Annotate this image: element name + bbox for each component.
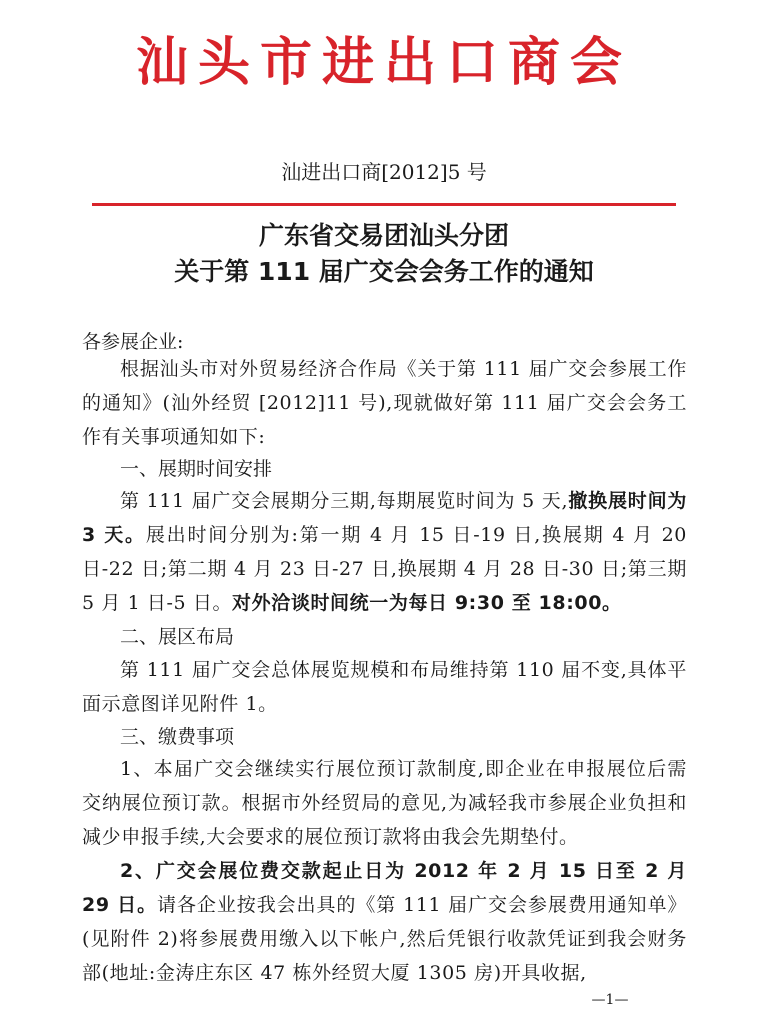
section-3-paragraph-1: 1、本届广交会继续实行展位预订款制度,即企业在申报展位后需交纳展位预订款。根据市外经贸局的意见,为减轻我市参展企业负担和减少申报手续,大会要求的展位预订款将由我会先期垫付。 [82,758,687,848]
section-1-paragraph [82,484,687,620]
section-3-heading: 三、缴费事项 [120,726,235,748]
page-number: —1— [591,992,629,1008]
section-3-paragraph-2 [82,854,687,990]
intro-paragraph: 根据汕头市对外贸易经济合作局《关于第 111 届广交会参展工作的通知》(汕外经贸 [2012]11 号),现就做好第 111 届广交会会务工作有关事项通知如下: [82,358,687,448]
section-1-text-d: 对外洽谈时间统一为每日 9:30 至 18:00。 [232,592,622,614]
section-3-text-b: 请各企业按我会出具的《第 111 届广交会参展费用通知单》(见附件 2)将参展费用缴入以下帐户,然后凭银行收款凭证到我会财务部(地址:金涛庄东区 47 栋外经贸大厦 1305 房)开具收据, [82,894,687,984]
organization-header: 汕头市进出口商会 [135,32,632,93]
section-2-paragraph: 第 111 届广交会总体展览规模和布局维持第 110 届不变,具体平面示意图详见附件 1。 [82,659,687,715]
section-1-heading: 一、展期时间安排 [120,458,273,480]
section-1-text-b: 撤换展时间为 3 天。 [82,490,687,546]
red-divider-line [92,203,676,206]
section-1-text-c: 展出时间分别为:第一期 4 月 15 日-19 日,换展期 4 月 20 日-22 日;第二期 4 月 23 日-27 日,换展期 4 月 28 日-30 日;第三期 5 月 1 日-5 日。 [82,524,687,614]
salutation: 各参展企业: [82,331,184,353]
section-1-text-a: 第 111 届广交会展期分三期,每期展览时间为 5 天, [120,490,569,512]
section-3-text-a: 2、广交会展位费交款起止日为 2012 年 2 月 15 日至 2 月 29 日。 [82,860,687,916]
document-number: 汕进出口商[2012]5 号 [281,160,487,184]
section-2-heading: 二、展区布局 [120,626,235,648]
document-title-line-1: 广东省交易团汕头分团 [258,221,509,250]
document-title-line-2: 关于第 111 届广交会会务工作的通知 [174,257,594,286]
